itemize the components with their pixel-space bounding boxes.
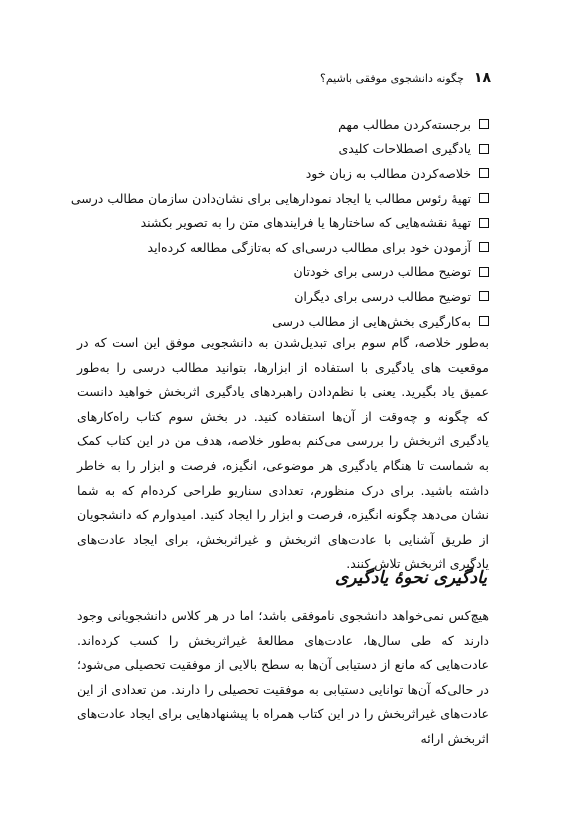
list-item (69, 210, 489, 235)
list-item-text: تهیهٔ نقشه‌هایی که ساختارها یا فرایندهای متن را به تصویر بکشند (140, 215, 471, 231)
page-number: ۱۸ (473, 70, 491, 86)
list-item-text: توضیح مطالب درسی برای خودتان (293, 264, 471, 280)
checkbox-square-icon (479, 267, 489, 277)
checkbox-square-icon (479, 242, 489, 252)
page-header (80, 67, 491, 89)
list-item (69, 112, 489, 137)
body-paragraph-learning: هیچ‌کس نمی‌خواهد دانشجوی ناموفقی باشد؛ اما در هر کلاس دانشجویانی وجود دارند که طی سال‌ها، عادت‌های مطالعهٔ غیراثربخش را کسب کرده‌اند. عادت‌هایی که مانع از دستیابی آن‌ها به سطح بالایی از موفقیت تحصیلی می‌شود؛ در حالی‌که آن‌ها توانایی دستیابی به موفقیت تحصیلی را دارند. من تعدادی از این عادت‌های غیراثربخش را در این کتاب همراه با پیشنهادهایی برای ایجاد عادت‌های اثربخش ارائه (77, 608, 489, 746)
checkbox-square-icon (479, 218, 489, 228)
running-title: چگونه دانشجوی موفقی باشیم؟ (320, 71, 464, 85)
list-item (69, 186, 489, 211)
list-item-text: برجسته‌کردن مطالب مهم (338, 116, 471, 132)
list-item (69, 284, 489, 309)
bullet-list (69, 112, 489, 333)
list-item (69, 235, 489, 260)
checkbox-square-icon (479, 119, 489, 129)
list-item (69, 309, 489, 334)
list-item-text: یادگیری اصطلاحات کلیدی (338, 141, 471, 157)
list-item (69, 161, 489, 186)
body-paragraph-summary: به‌طور خلاصه، گام سوم برای تبدیل‌شدن به دانشجویی موفق این است که در موقعیت های یادگیری با استفاده از ابزارها، بتوانید مطالب درسی را به‌طور عمیق یاد بگیرید. یعنی با نظم‌دادن راهبردهای یادگیری اثربخش خواهید دانست که چگونه و چه‌وقت از آن‌ها استفاده کنید. در بخش سوم کتاب راه‌کارهای یادگیری اثربخش را بررسی می‌کنم به‌طور خلاصه، هدف من در این کتاب کمک به شماست تا هنگام یادگیری هر موضوعی، انگیزه، فرصت و ابزار را به خاطر داشته باشید. برای درک منظورم، تعدادی سناریو طراحی کرده‌ام که به شما نشان می‌دهد چگونه انگیزه، فرصت و ابزار را ایجاد کنید. امیدوارم که دانشجویان از طریق آشنایی با عادت‌های اثربخش و غیراثربخش، برای ایجاد عادت‌های یادگیری اثربخش تلاش کنند. (77, 335, 489, 572)
checkbox-square-icon (479, 291, 489, 301)
list-item-text: آزمودن خود برای مطالب درسی‌ای که به‌تازگی مطالعه کرده‌اید (147, 239, 471, 255)
checkbox-square-icon (479, 316, 489, 326)
list-item (69, 260, 489, 285)
checkbox-square-icon (479, 193, 489, 203)
list-item (69, 137, 489, 162)
list-item-text: تهیهٔ رئوس مطالب یا ایجاد نمودارهایی برای نشان‌دادن سازمان مطالب درسی (70, 190, 471, 206)
list-item-text: خلاصه‌کردن مطالب به زبان خود (305, 165, 471, 181)
section-heading: یادگیری نحوهٔ یادگیری (334, 568, 487, 588)
list-item-text: به‌کارگیری بخش‌هایی از مطالب درسی (272, 313, 471, 329)
list-item-text: توضیح مطالب درسی برای دیگران (294, 288, 471, 304)
checkbox-square-icon (479, 168, 489, 178)
checkbox-square-icon (479, 144, 489, 154)
